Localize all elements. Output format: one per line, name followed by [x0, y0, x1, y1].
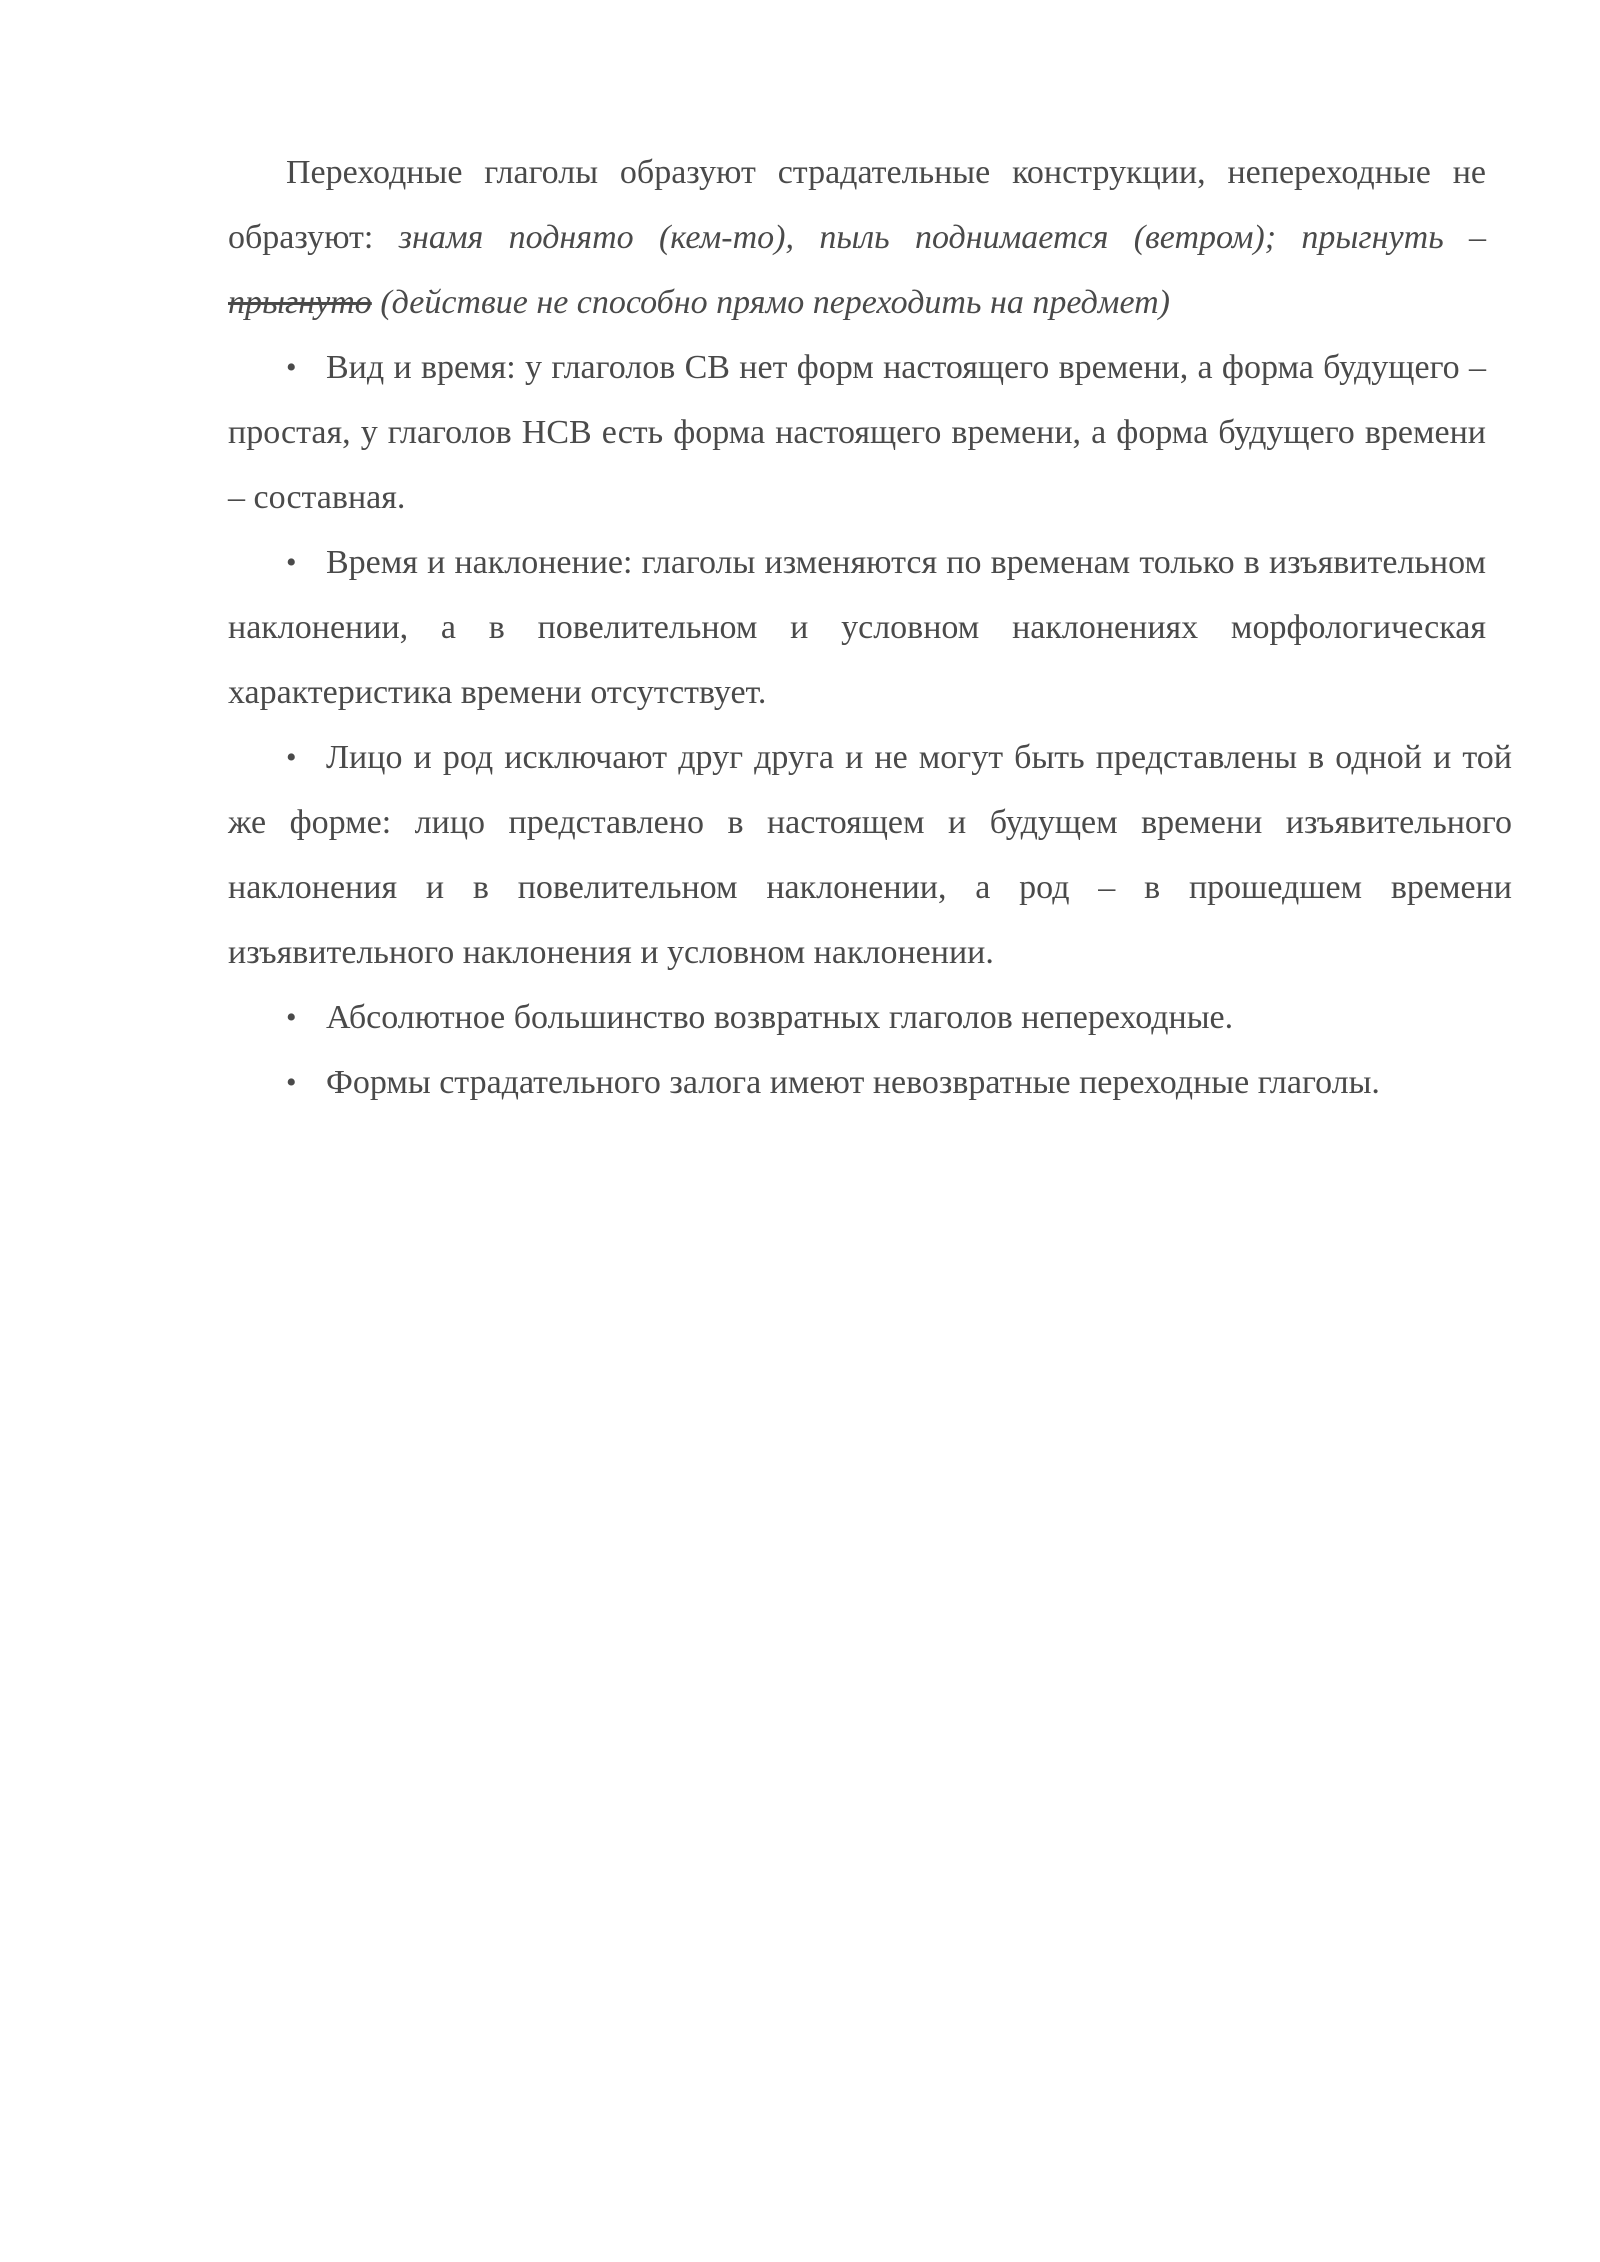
bullet-icon: •	[286, 351, 297, 384]
struck-word: прыгнуто	[228, 284, 372, 321]
intro-explanation: (действие не способно прямо переходить на предмет)	[371, 284, 1170, 321]
intro-dash: –	[1443, 219, 1487, 256]
list-item-text: Время и наклонение: глаголы изменяются по временам только в изъявительном наклонении, а в повелительном и условном наклонениях морфологическая характеристика времени отсутствует.	[228, 544, 1486, 711]
bullet-icon: •	[286, 741, 297, 774]
list-item	[228, 985, 1486, 1050]
list-item	[228, 335, 1486, 530]
bullet-icon: •	[286, 1001, 297, 1034]
list-item	[228, 1050, 1486, 1115]
intro-text: Переходные глаголы образуют страдательные конструкции, непереходные не образуют:	[228, 154, 1486, 256]
list-item-text: Абсолютное большинство возвратных глаголов непереходные.	[326, 999, 1234, 1036]
list-item-text: Лицо и род исключают друг друга и не могут быть представлены в одной и той же форме: лицо представлено в настоящем и будущем времени изъявительного наклонения и в повелительном наклонении, а род – в прошедшем времени изъявительного наклонения и условном наклонении.	[228, 739, 1512, 971]
intro-example: знамя поднято (кем-то), пыль поднимается (ветром); прыгнуть	[398, 219, 1444, 256]
list-item-text: Формы страдательного залога имеют невозвратные переходные глаголы.	[326, 1064, 1380, 1101]
list-item-text: Вид и время: у глаголов СВ нет форм настоящего времени, а форма будущего – простая, у глаголов НСВ есть форма настоящего времени, а форма будущего времени – составная.	[228, 349, 1486, 516]
bullet-icon: •	[286, 1066, 297, 1099]
intro-paragraph	[228, 140, 1486, 335]
bullet-icon: •	[286, 546, 297, 579]
document-page	[228, 140, 1512, 1115]
list-item	[228, 725, 1512, 985]
list-item	[228, 530, 1486, 725]
